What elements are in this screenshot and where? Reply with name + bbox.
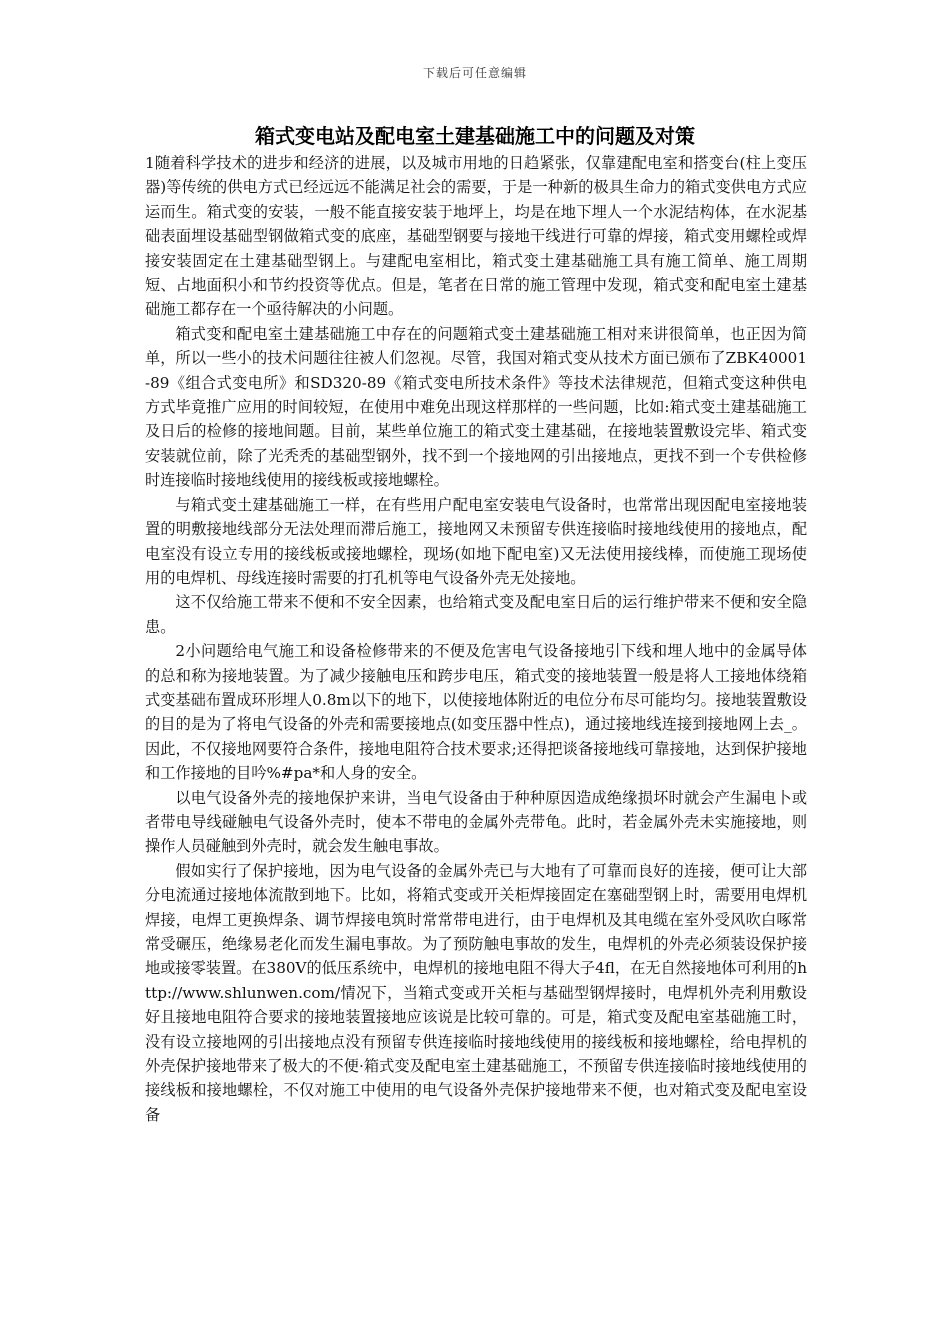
page-header-note: 下载后可任意编辑 — [422, 66, 527, 80]
paragraph-5: 2小问题给电气施工和设备检修带来的不便及危害电气设备接地引下线和埋人地中的金属导体的总和称为接地装置。为了减少接触电压和跨步电压，箱式变的接地装置一般是将人工接地体绕箱式变基础布置成环形埋人0.8m以下的地下，以使接地体附近的电位分布尽可能均匀。接地装置敷设的目的是为了将电气设备的外壳和需要接地点(如变压器中性点)，通过接地线连接到接地网上去_。因此，不仅接地网要符合条件，接地电阻符合技术要求;还得把谈备接地线可靠接地，达到保护接地和工作接地的目吟%#pa*和人身的安全。 — [145, 642, 807, 783]
paragraph-1: 1随着科学技术的进步和经济的进展，以及城市用地的日趋紧张，仅靠建配电室和搭变台(柱上变压器)等传统的供电方式已经远远不能满足社会的需要，于是一种新的极具生命力的箱式变供电方式应运而生。箱式变的安装，一般不能直接安装于地坪上，均是在地下埋人一个水泥结构体，在水泥基础表面埋设基础型钢做箱式变的底座，基础型钢要与接地干线进行可靠的焊接，箱式变用螺栓或焊接安装固定在土建基础型钢上。与建配电室相比，箱式变土建基础施工具有施工简单、施工周期短、占地面积小和节约投资等优点。但是，笔者在日常的施工管理中发现，箱式变和配电室土建基础施工都存在一个亟待解决的小问题。 — [145, 154, 807, 319]
paragraph-2: 箱式变和配电室土建基础施工中存在的问题箱式变土建基础施工相对来讲很简单，也正因为简单，所以一些小的技术问题往往被人们忽视。尽管，我国对箱式变从技术方面已颁布了ZBK40001-89《组合式变电所》和SD320-89《箱式变电所技术条件》等技术法律规范，但箱式变这种供电方式毕竟推广应用的时间较短，在使用中难免出现这样那样的一些问题，比如:箱式变土建基础施工及日后的检修的接地间题。目前，某些单位施工的箱式变土建基础，在接地装置敷设完毕、箱式变安装就位前，除了光秃秃的基础型钢外，找不到一个接地网的引出接地点，更找不到一个专供检修时连接临时接地线使用的接线板或接地螺栓。 — [145, 324, 807, 490]
paragraph-6: 以电气设备外壳的接地保护来讲，当电气设备由于种种原因造成绝缘损坏时就会产生漏电卜或者带电导线碰触电气设备外壳时，使本不带电的金属外壳带龟。此时，若金属外壳未实施接地，则操作人员碰触到外壳时，就会发生触电事故。 — [145, 788, 807, 856]
document-body — [145, 151, 807, 1127]
paragraph-4: 这不仅给施工带来不便和不安全因素，也给箱式变及配电室日后的运行维护带来不便和安全隐患。 — [145, 593, 807, 636]
paragraph-7: 假如实行了保护接地，因为电气设备的金属外壳已与大地有了可靠而良好的连接，便可让大部分电流通过接地体流散到地下。比如，将箱式变或开关柜焊接固定在塞础型钢上时，需要用电焊机焊接，电焊工更换焊条、调节焊接电筑时常常带电进行，由于电焊机及其电缆在室外受风吹白啄常常受碾压，绝缘易老化而发生漏电事故。为了预防触电事故的发生，电焊机的外壳必须装设保护接地或接零装置。在380V的低压系统中，电焊机的接地电阻不得大子4fl，在无自然接地体可利用的http://www.shlunwen.com/情况下，当箱式变或开关柜与基础型钢焊接时，电焊机外壳利用敷设好且接地电阻符合要求的接地装置接地应该说是比较可靠的。可是，箱式变及配电室基础施工时，没有设立接地网的引出接地点没有预留专供连接临时接地线使用的接线板和接地螺栓，给电捍机的外壳保护接地带来了极大的不便·箱式变及配电室土建基础施工，不预留专供连接临时接地线使用的接线板和接地螺栓，不仅对施工中使用的电气设备外壳保护接地带来不便，也对箱式变及配电室设备 — [145, 861, 807, 1124]
paragraph-3: 与箱式变土建基础施工一样，在有些用户配电室安装电气设备时，也常常出现因配电室接地装置的明敷接地线部分无法处理而滞后施工，接地网又未预留专供连接临时接地线使用的接地点，配电室没有设立专用的接线板或接地螺栓，现场(如地下配电室)又无法使用接线棒，而使施工现场使用的电焊机、母线连接时需要的打孔机等电气设备外壳无处接地。 — [145, 495, 807, 587]
document-title: 箱式变电站及配电室土建基础施工中的问题及对策 — [255, 124, 695, 148]
